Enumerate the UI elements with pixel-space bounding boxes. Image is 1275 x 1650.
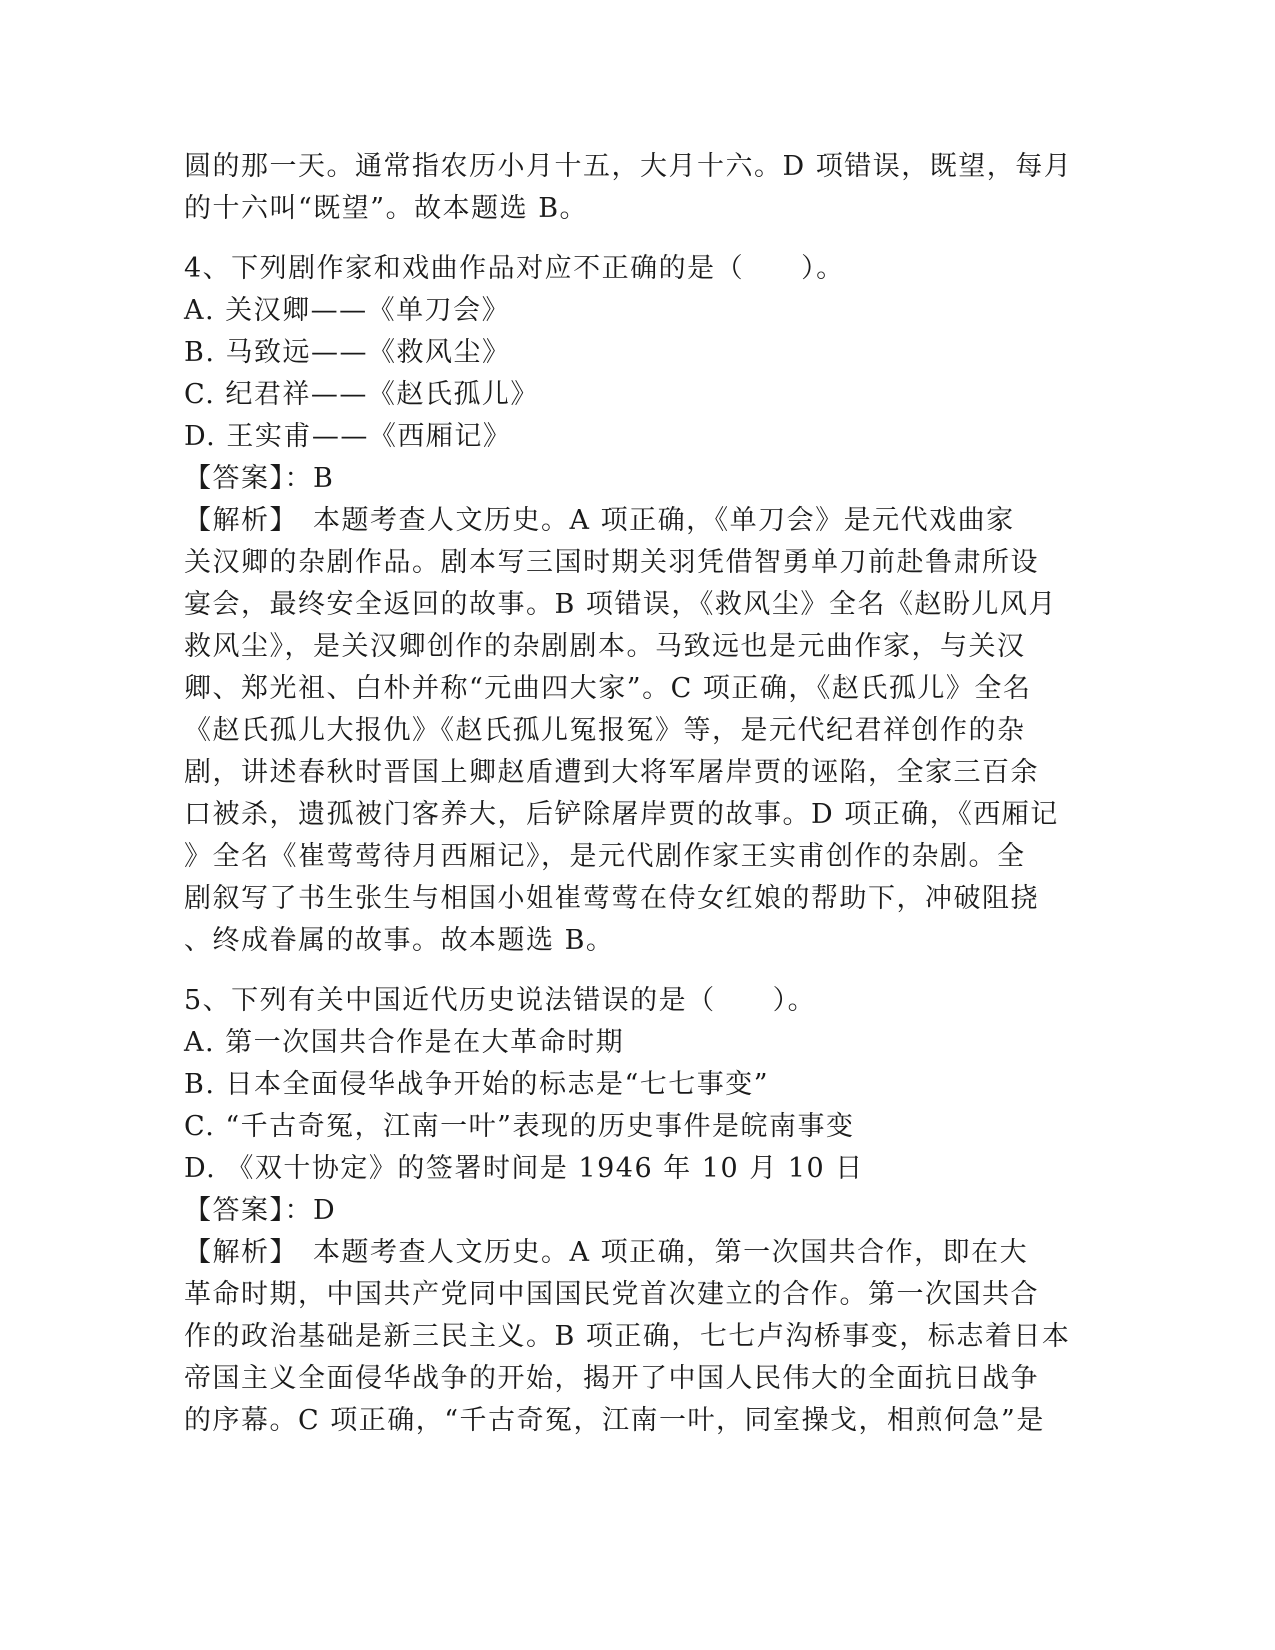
question-4 xyxy=(184,248,1084,962)
question-5 xyxy=(184,980,1084,1442)
analysis-line: 剧叙写了书生张生与相国小姐崔莺莺在侍女红娘的帮助下，冲破阻挠 xyxy=(184,883,1039,914)
option-c: C. “千古奇冤，江南一叶”表现的历史事件是皖南事变 xyxy=(184,1111,855,1142)
option-b: B. 马致远——《救风尘》 xyxy=(184,337,511,368)
option-b: B. 日本全面侵华战争开始的标志是“七七事变” xyxy=(184,1069,770,1100)
question-stem: 5、下列有关中国近代历史说法错误的是（ ）。 xyxy=(184,985,817,1016)
intro-paragraph xyxy=(184,146,1084,230)
spacer xyxy=(184,230,1084,248)
question-stem: 4、下列剧作家和戏曲作品对应不正确的是（ ）。 xyxy=(184,253,845,284)
option-a: A. 关汉卿——《单刀会》 xyxy=(184,295,511,326)
option-d: D. 《双十协定》的签署时间是 1946 年 10 月 10 日 xyxy=(184,1153,864,1184)
analysis-line: 剧，讲述春秋时晋国上卿赵盾遭到大将军屠岸贾的诬陷，全家三百余 xyxy=(184,757,1039,788)
analysis-line: 宴会，最终安全返回的故事。B 项错误，《救风尘》全名《赵盼儿风月 xyxy=(184,589,1057,620)
text-line: 圆的那一天。通常指农历小月十五，大月十六。D 项错误，既望，每月 xyxy=(184,151,1073,182)
analysis-line: 口被杀，遗孤被门客养大，后铲除屠岸贾的故事。D 项正确，《西厢记 xyxy=(184,799,1059,830)
text-line: 的十六叫“既望”。故本题选 B。 xyxy=(184,193,589,224)
analysis-line: 革命时期，中国共产党同中国国民党首次建立的合作。第一次国共合 xyxy=(184,1279,1039,1310)
analysis-paragraph xyxy=(184,1232,1084,1442)
analysis-line: 的序幕。C 项正确，“千古奇冤，江南一叶，同室操戈，相煎何急”是 xyxy=(184,1405,1045,1436)
analysis-line: 《赵氏孤儿大报仇》《赵氏孤儿冤报冤》等，是元代纪君祥创作的杂 xyxy=(184,715,1026,746)
analysis-line: 救风尘》，是关汉卿创作的杂剧剧本。马致远也是元曲作家，与关汉 xyxy=(184,631,1026,662)
spacer xyxy=(184,962,1084,980)
analysis-line: 、终成眷属的故事。故本题选 B。 xyxy=(184,925,615,956)
analysis-line: 》全名《崔莺莺待月西厢记》，是元代剧作家王实甫创作的杂剧。全 xyxy=(184,841,1026,872)
option-a: A. 第一次国共合作是在大革命时期 xyxy=(184,1027,625,1058)
analysis-line: 作的政治基础是新三民主义。B 项正确，七七卢沟桥事变，标志着日本 xyxy=(184,1321,1071,1352)
option-d: D. 王实甫——《西厢记》 xyxy=(184,421,512,452)
document-page xyxy=(184,146,1084,1442)
analysis-line: 【解析】 本题考查人文历史。A 项正确，《单刀会》是元代戏曲家 xyxy=(184,505,1015,536)
analysis-line: 关汉卿的杂剧作品。剧本写三国时期关羽凭借智勇单刀前赴鲁肃所设 xyxy=(184,547,1039,578)
analysis-paragraph xyxy=(184,500,1084,962)
analysis-line: 卿、郑光祖、白朴并称“元曲四大家”。C 项正确，《赵氏孤儿》全名 xyxy=(184,673,1032,704)
option-c: C. 纪君祥——《赵氏孤儿》 xyxy=(184,379,539,410)
analysis-line: 【解析】 本题考查人文历史。A 项正确，第一次国共合作，即在大 xyxy=(184,1237,1029,1268)
analysis-line: 帝国主义全面侵华战争的开始，揭开了中国人民伟大的全面抗日战争 xyxy=(184,1363,1039,1394)
answer-line: 【答案】：B xyxy=(184,463,335,494)
answer-line: 【答案】：D xyxy=(184,1195,337,1226)
